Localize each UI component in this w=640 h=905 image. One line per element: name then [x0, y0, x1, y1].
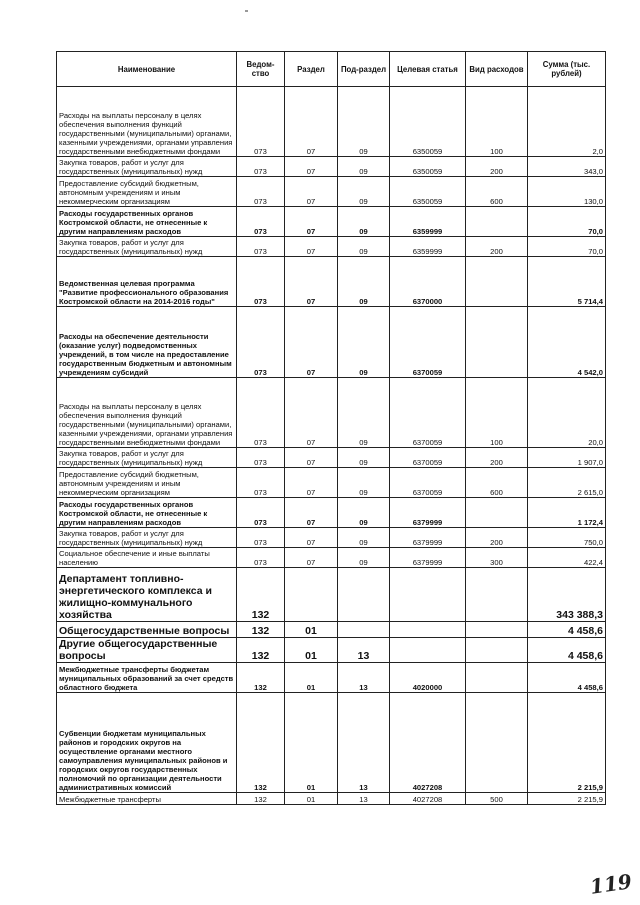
row-statya: 6379999 [390, 548, 466, 568]
row-podrazdel: 09 [338, 307, 390, 378]
header-statya: Целевая статья [390, 52, 466, 87]
row-vid: 100 [466, 87, 528, 157]
row-razdel: 01 [285, 622, 338, 638]
row-sum: 70,0 [528, 237, 606, 257]
table-row [57, 237, 606, 257]
scan-speck [245, 10, 248, 12]
row-razdel: 07 [285, 528, 338, 548]
row-ved: 073 [237, 237, 285, 257]
table-row [57, 793, 606, 805]
row-vid [466, 568, 528, 622]
row-name: Межбюджетные трансферты бюджетам муниципальных образований за счет средств областного бюджета [57, 663, 237, 693]
table-body [57, 87, 606, 805]
row-sum: 2 215,9 [528, 693, 606, 793]
row-statya [390, 622, 466, 638]
table-row [57, 498, 606, 528]
table-row [57, 693, 606, 793]
row-name: Общегосударственные вопросы [57, 622, 237, 638]
row-statya: 6350059 [390, 177, 466, 207]
row-ved: 132 [237, 638, 285, 663]
row-podrazdel: 09 [338, 468, 390, 498]
row-statya: 6370059 [390, 378, 466, 448]
row-name: Расходы на выплаты персоналу в целях обеспечения выполнения функций государственными (муниципальными) органами, казенными учреждениями, органами управления государственными внебюджетными фондами [57, 378, 237, 448]
row-vid [466, 622, 528, 638]
row-statya: 6359999 [390, 237, 466, 257]
row-razdel: 07 [285, 87, 338, 157]
row-sum: 750,0 [528, 528, 606, 548]
row-sum: 20,0 [528, 378, 606, 448]
row-ved: 132 [237, 693, 285, 793]
row-sum: 1 172,4 [528, 498, 606, 528]
row-sum: 70,0 [528, 207, 606, 237]
row-vid [466, 663, 528, 693]
row-vid: 600 [466, 468, 528, 498]
row-razdel: 07 [285, 157, 338, 177]
row-vid [466, 498, 528, 528]
row-name: Межбюджетные трансферты [57, 793, 237, 805]
row-ved: 073 [237, 307, 285, 378]
header-razdel: Раздел [285, 52, 338, 87]
row-razdel [285, 568, 338, 622]
row-ved: 073 [237, 177, 285, 207]
row-podrazdel: 09 [338, 498, 390, 528]
row-sum: 343,0 [528, 157, 606, 177]
row-sum: 130,0 [528, 177, 606, 207]
row-razdel: 01 [285, 693, 338, 793]
row-sum: 4 458,6 [528, 663, 606, 693]
row-sum: 5 714,4 [528, 257, 606, 307]
table-row [57, 448, 606, 468]
row-name: Расходы на обеспечение деятельности (оказание услуг) подведомственных учреждений, в том числе на предоставление государственным бюджетным и автономным учреждениям субсидий [57, 307, 237, 378]
table-row [57, 378, 606, 448]
row-sum: 2 615,0 [528, 468, 606, 498]
row-razdel: 07 [285, 378, 338, 448]
row-name: Закупка товаров, работ и услуг для государственных (муниципальных) нужд [57, 528, 237, 548]
row-ved: 073 [237, 448, 285, 468]
row-ved: 073 [237, 468, 285, 498]
row-ved: 073 [237, 548, 285, 568]
header-vid: Вид расходов [466, 52, 528, 87]
table-row [57, 87, 606, 157]
row-sum: 4 458,6 [528, 638, 606, 663]
row-vid: 300 [466, 548, 528, 568]
row-razdel: 07 [285, 548, 338, 568]
row-podrazdel: 13 [338, 793, 390, 805]
row-podrazdel [338, 622, 390, 638]
row-sum: 1 907,0 [528, 448, 606, 468]
row-vid: 500 [466, 793, 528, 805]
table-row [57, 157, 606, 177]
row-vid [466, 307, 528, 378]
row-name: Расходы государственных органов Костромской области, не отнесенные к другим направлениям расходов [57, 498, 237, 528]
table-row [57, 257, 606, 307]
row-statya: 6370059 [390, 448, 466, 468]
row-statya: 6370059 [390, 307, 466, 378]
row-razdel: 07 [285, 177, 338, 207]
row-statya: 6350059 [390, 87, 466, 157]
row-podrazdel: 09 [338, 257, 390, 307]
row-statya: 6379999 [390, 528, 466, 548]
row-vid: 600 [466, 177, 528, 207]
header-podrazdel: Под-раздел [338, 52, 390, 87]
table-row [57, 207, 606, 237]
row-ved: 073 [237, 528, 285, 548]
row-vid [466, 207, 528, 237]
row-name: Департамент топливно-энергетического комплекса и жилищно-коммунального хозяйства [57, 568, 237, 622]
row-razdel: 07 [285, 237, 338, 257]
row-name: Закупка товаров, работ и услуг для государственных (муниципальных) нужд [57, 237, 237, 257]
table-row [57, 307, 606, 378]
row-vid [466, 638, 528, 663]
row-razdel: 07 [285, 257, 338, 307]
table-row [57, 622, 606, 638]
row-podrazdel: 09 [338, 237, 390, 257]
row-sum: 2,0 [528, 87, 606, 157]
row-ved: 073 [237, 207, 285, 237]
row-name: Закупка товаров, работ и услуг для государственных (муниципальных) нужд [57, 448, 237, 468]
row-sum: 4 542,0 [528, 307, 606, 378]
row-podrazdel: 09 [338, 157, 390, 177]
page-number: 119 [588, 869, 634, 899]
table-row [57, 548, 606, 568]
row-statya: 6359999 [390, 207, 466, 237]
row-statya: 4020000 [390, 663, 466, 693]
row-statya: 6379999 [390, 498, 466, 528]
row-podrazdel: 09 [338, 548, 390, 568]
row-vid [466, 257, 528, 307]
row-statya: 6370059 [390, 468, 466, 498]
row-name: Расходы государственных органов Костромской области, не отнесенные к другим направлениям расходов [57, 207, 237, 237]
header-ved: Ведом-ство [237, 52, 285, 87]
table-header-row [57, 52, 606, 87]
row-vid: 200 [466, 157, 528, 177]
table-row [57, 177, 606, 207]
row-statya: 6350059 [390, 157, 466, 177]
row-ved: 073 [237, 498, 285, 528]
row-ved: 132 [237, 622, 285, 638]
table-row [57, 568, 606, 622]
row-razdel: 01 [285, 663, 338, 693]
row-razdel: 07 [285, 307, 338, 378]
row-statya: 4027208 [390, 793, 466, 805]
row-name: Предоставление субсидий бюджетным, автономным учреждениям и иным некоммерческим организациям [57, 177, 237, 207]
row-name: Закупка товаров, работ и услуг для государственных (муниципальных) нужд [57, 157, 237, 177]
table-row [57, 638, 606, 663]
row-ved: 073 [237, 378, 285, 448]
row-razdel: 07 [285, 498, 338, 528]
row-podrazdel: 13 [338, 693, 390, 793]
row-ved: 132 [237, 793, 285, 805]
table-row [57, 468, 606, 498]
row-podrazdel: 09 [338, 528, 390, 548]
row-podrazdel [338, 568, 390, 622]
row-name: Расходы на выплаты персоналу в целях обеспечения выполнения функций государственными (муниципальными) органами, казенными учреждениями, органами управления государственными внебюджетными фондами [57, 87, 237, 157]
row-name: Предоставление субсидий бюджетным, автономным учреждениям и иным некоммерческим организациям [57, 468, 237, 498]
row-podrazdel: 09 [338, 177, 390, 207]
row-vid [466, 693, 528, 793]
row-sum: 4 458,6 [528, 622, 606, 638]
row-statya [390, 638, 466, 663]
row-ved: 073 [237, 87, 285, 157]
row-ved: 132 [237, 663, 285, 693]
row-vid: 200 [466, 448, 528, 468]
table-row [57, 528, 606, 548]
row-ved: 132 [237, 568, 285, 622]
row-podrazdel: 13 [338, 663, 390, 693]
row-podrazdel: 13 [338, 638, 390, 663]
row-vid: 200 [466, 528, 528, 548]
row-podrazdel: 09 [338, 207, 390, 237]
row-vid: 200 [466, 237, 528, 257]
row-statya: 6370000 [390, 257, 466, 307]
row-ved: 073 [237, 257, 285, 307]
table-row [57, 663, 606, 693]
row-name: Социальное обеспечение и иные выплаты населению [57, 548, 237, 568]
row-ved: 073 [237, 157, 285, 177]
row-sum: 343 388,3 [528, 568, 606, 622]
row-podrazdel: 09 [338, 87, 390, 157]
row-sum: 2 215,9 [528, 793, 606, 805]
row-statya [390, 568, 466, 622]
budget-table [56, 51, 606, 805]
row-podrazdel: 09 [338, 378, 390, 448]
row-razdel: 07 [285, 448, 338, 468]
row-razdel: 01 [285, 638, 338, 663]
header-name: Наименование [57, 52, 237, 87]
row-razdel: 07 [285, 468, 338, 498]
row-razdel: 01 [285, 793, 338, 805]
row-name: Ведомственная целевая программа "Развитие профессионального образования Костромской области на 2014-2016 годы" [57, 257, 237, 307]
row-podrazdel: 09 [338, 448, 390, 468]
row-name: Субвенции бюджетам муниципальных районов и городских округов на осуществление органами местного самоуправления муниципальных районов и городских округов государственных полномочий по организации деятельности административных комиссий [57, 693, 237, 793]
header-summa: Сумма (тыс. рублей) [528, 52, 606, 87]
row-statya: 4027208 [390, 693, 466, 793]
row-vid: 100 [466, 378, 528, 448]
row-name: Другие общегосударственные вопросы [57, 638, 237, 663]
row-razdel: 07 [285, 207, 338, 237]
row-sum: 422,4 [528, 548, 606, 568]
